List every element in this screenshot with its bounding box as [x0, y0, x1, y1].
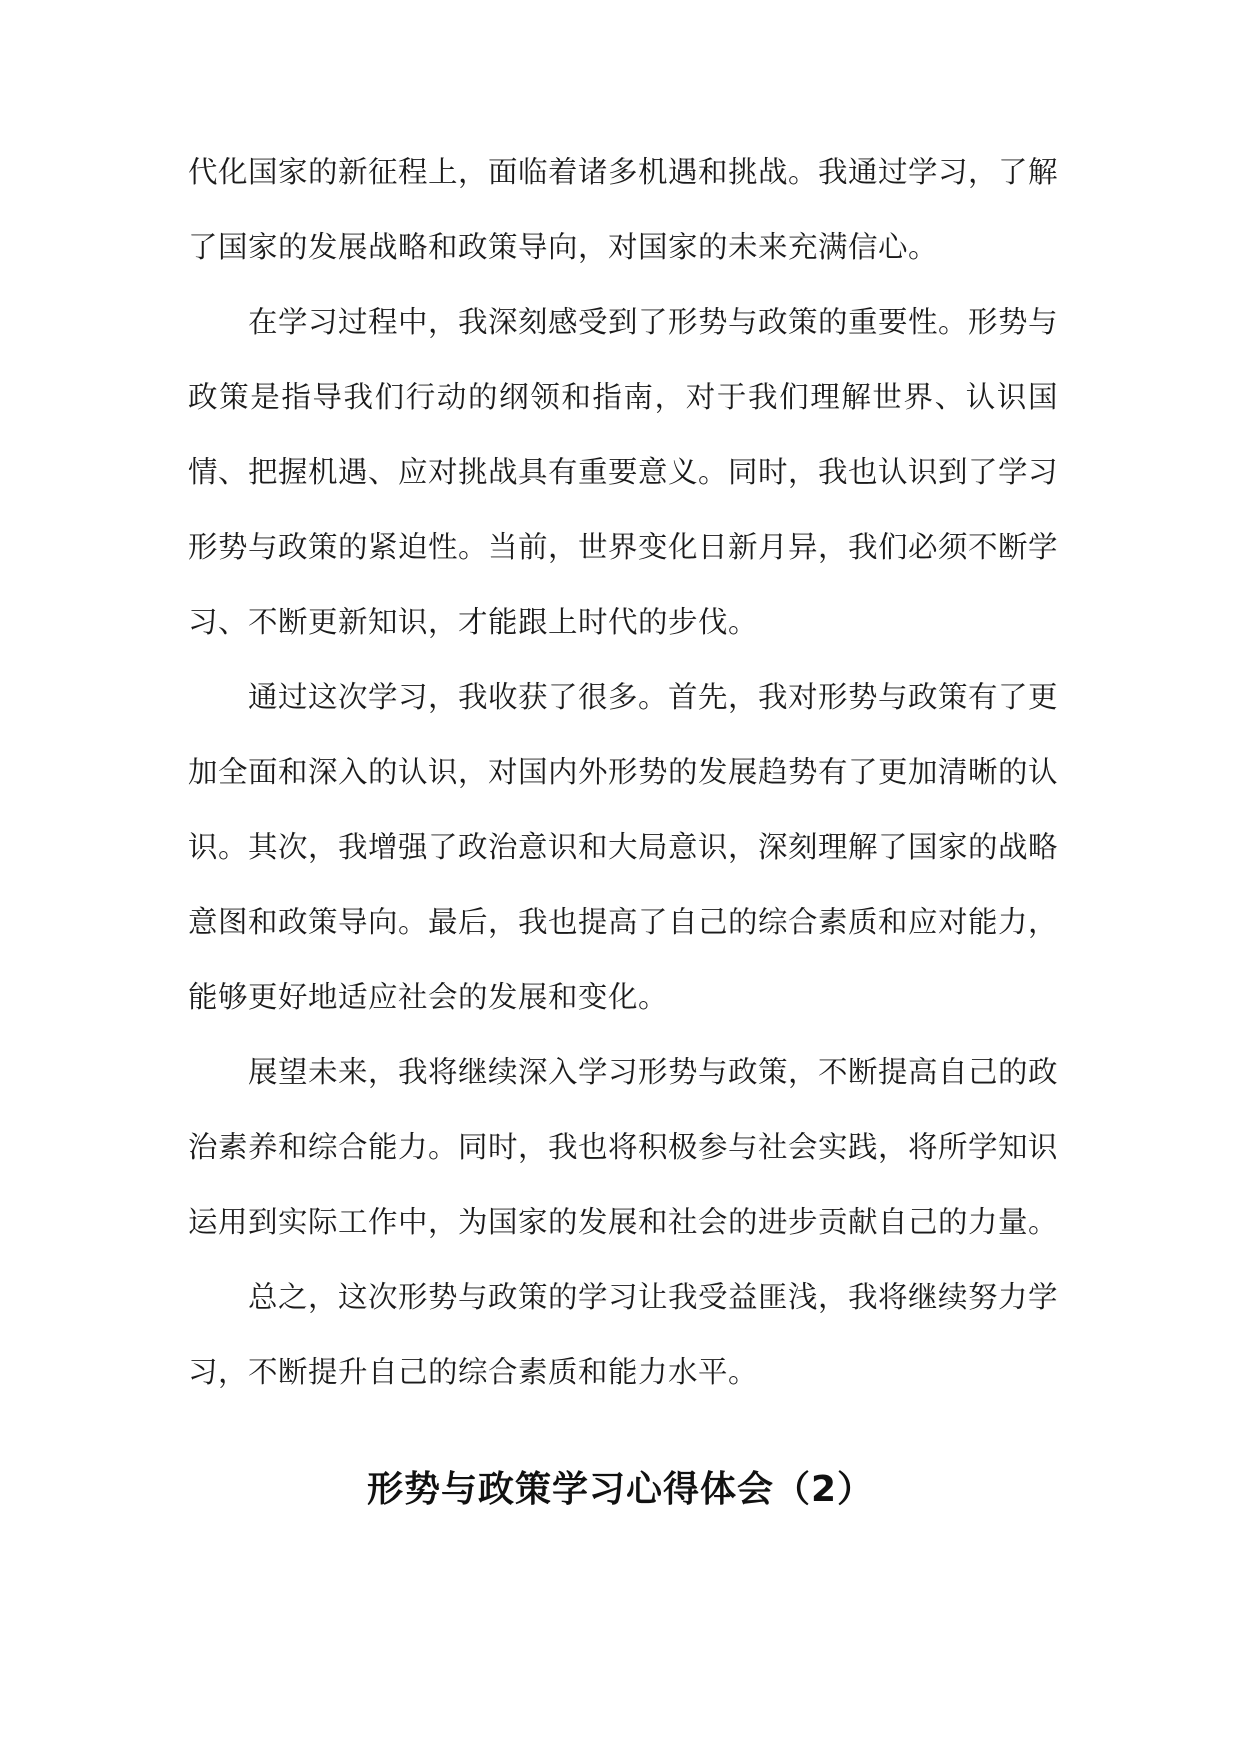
body-text — [188, 135, 1058, 1410]
paragraph: 代化国家的新征程上，面临着诸多机遇和挑战。我通过学习，了解了国家的发展战略和政策导向，对国家的未来充满信心。 — [188, 155, 1059, 264]
section-heading: 形势与政策学习心得体会（2） — [366, 1469, 875, 1510]
paragraph: 展望未来，我将继续深入学习形势与政策，不断提高自己的政治素养和综合能力。同时，我也将积极参与社会实践，将所学知识运用到实际工作中，为国家的发展和社会的进步贡献自己的力量。 — [188, 1055, 1059, 1239]
paragraph: 通过这次学习，我收获了很多。首先，我对形势与政策有了更加全面和深入的认识，对国内外形势的发展趋势有了更加清晰的认识。其次，我增强了政治意识和大局意识，深刻理解了国家的战略意图和政策导向。最后，我也提高了自己的综合素质和应对能力，能够更好地适应社会的发展和变化。 — [188, 680, 1059, 1014]
paragraph: 总之，这次形势与政策的学习让我受益匪浅，我将继续努力学习，不断提升自己的综合素质和能力水平。 — [188, 1280, 1059, 1389]
paragraph: 在学习过程中，我深刻感受到了形势与政策的重要性。形势与政策是指导我们行动的纲领和指南，对于我们理解世界、认识国情、把握机遇、应对挑战具有重要意义。同时，我也认识到了学习形势与政策的紧迫性。当前，世界变化日新月异，我们必须不断学习、不断更新知识，才能跟上时代的步伐。 — [188, 305, 1059, 639]
